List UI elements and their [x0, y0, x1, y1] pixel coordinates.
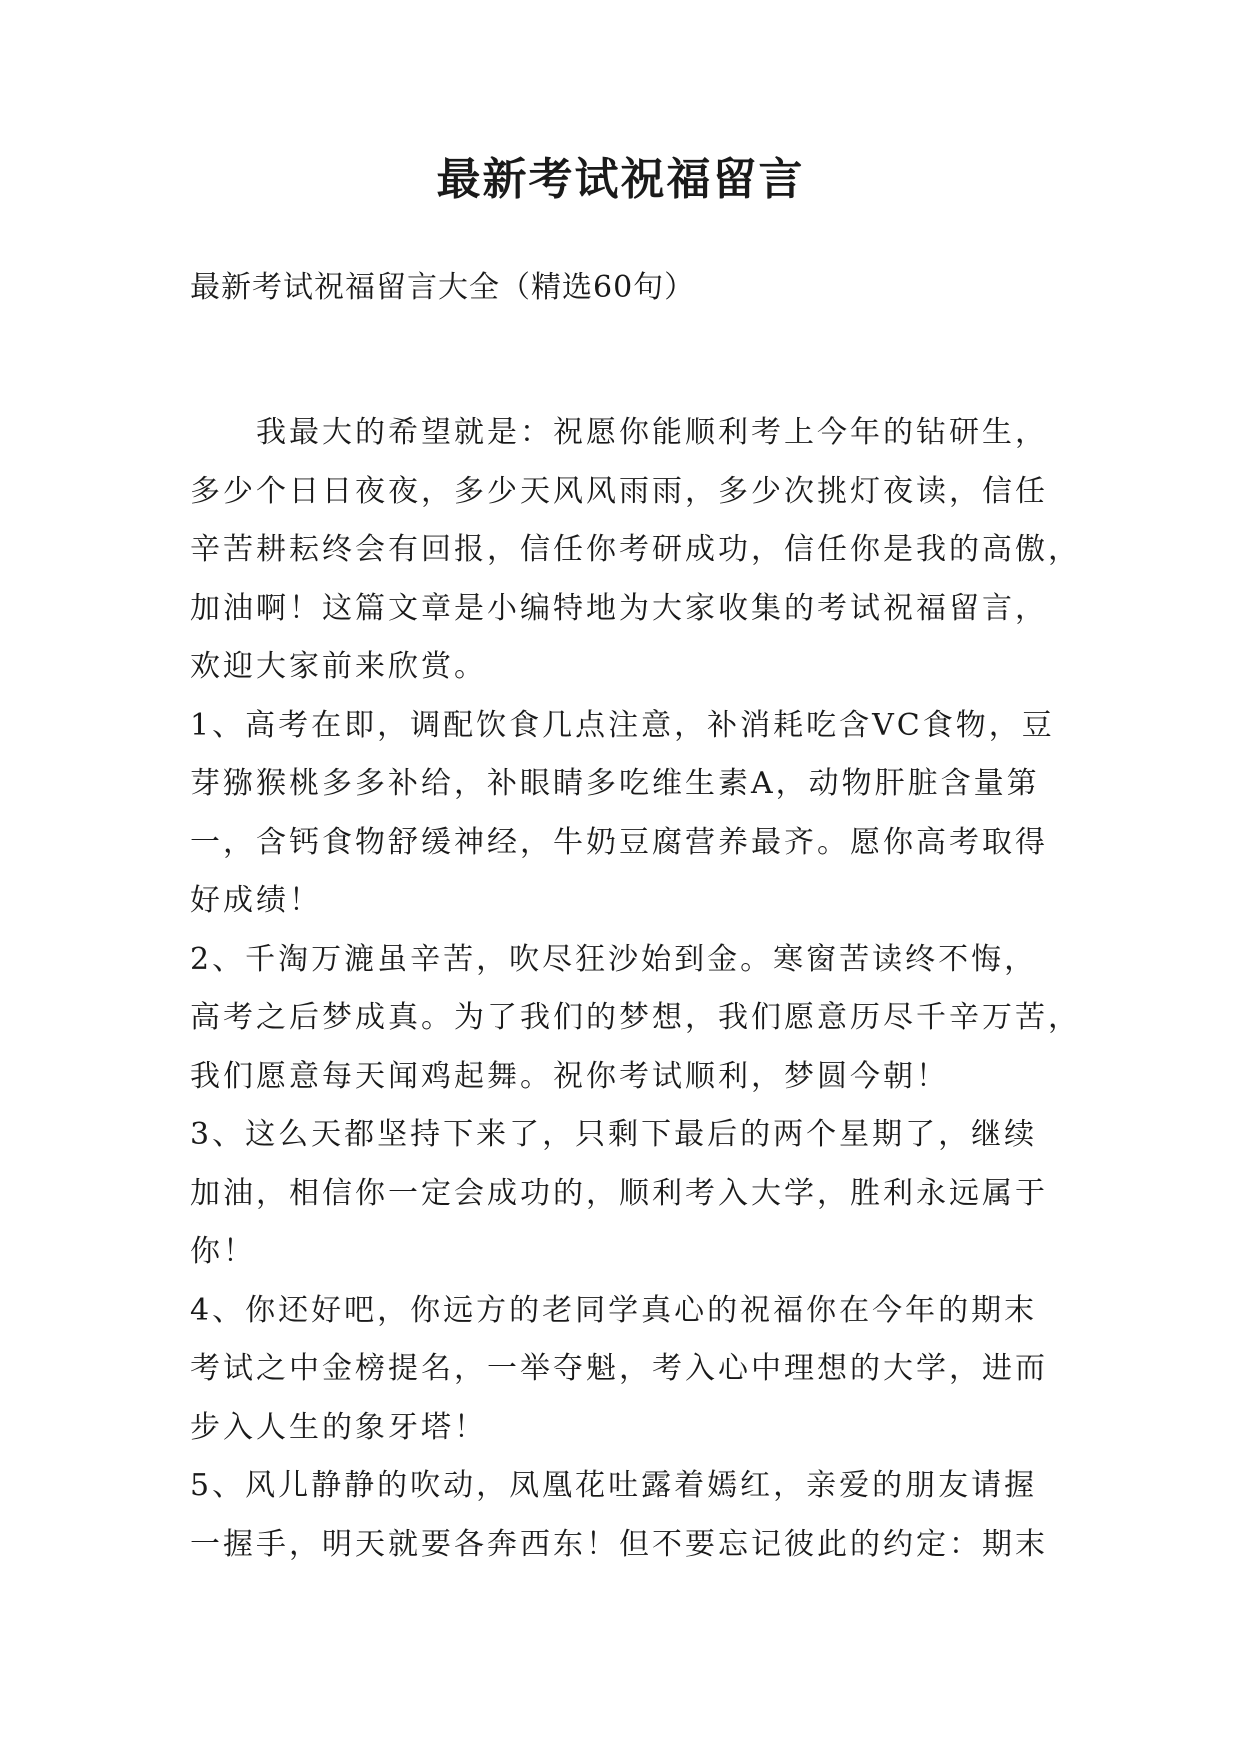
body-line: 5、风儿静静的吹动，凤凰花吐露着嫣红，亲爱的朋友请握	[190, 1468, 1038, 1503]
body-line: 步入人生的象牙塔！	[190, 1409, 487, 1445]
body-line: 欢迎大家前来欣赏。	[190, 649, 487, 684]
body-line: 你！	[190, 1234, 256, 1269]
document-title: 最新考试祝福留言	[436, 154, 805, 205]
body-line: 高考之后梦成真。为了我们的梦想，我们愿意历尽千辛万苦，	[190, 1000, 1081, 1035]
document-subtitle: 最新考试祝福留言大全（精选60句）	[190, 270, 696, 305]
body-line: 多少个日日夜夜，多少天风风雨雨，多少次挑灯夜读，信任	[190, 473, 1048, 509]
body-line: 1、高考在即，调配饮食几点注意，补消耗吃含VC食物，豆	[190, 707, 1055, 743]
body-line: 加油，相信你一定会成功的，顺利考入大学，胜利永远属于	[190, 1175, 1048, 1211]
body-line: 我们愿意每天闻鸡起舞。祝你考试顺利，梦圆今朝！	[190, 1058, 949, 1094]
body-line: 辛苦耕耘终会有回报，信任你考研成功，信任你是我的高傲，	[190, 532, 1081, 567]
body-line: 一握手，明天就要各奔西东！但不要忘记彼此的约定：期末	[190, 1526, 1048, 1562]
body-line: 好成绩！	[190, 883, 322, 918]
body-line: 考试之中金榜提名，一举夺魁，考入心中理想的大学，进而	[190, 1351, 1048, 1386]
body-line: 一，含钙食物舒缓神经，牛奶豆腐营养最齐。愿你高考取得	[190, 824, 1048, 860]
body-line: 芽猕猴桃多多补给，补眼睛多吃维生素A，动物肝脏含量第	[190, 766, 1040, 801]
body-line: 加油啊！这篇文章是小编特地为大家收集的考试祝福留言，	[190, 590, 1048, 626]
body-line: 2、千淘万漉虽辛苦，吹尽狂沙始到金。寒窗苦读终不悔，	[190, 941, 1038, 977]
body-line: 4、你还好吧，你远方的老同学真心的祝福你在今年的期末	[190, 1292, 1038, 1328]
body-line: 我最大的希望就是：祝愿你能顺利考上今年的钻研生，	[256, 415, 1048, 450]
body-line: 3、这么天都坚持下来了，只剩下最后的两个星期了，继续	[190, 1117, 1038, 1152]
document-body	[190, 404, 1081, 1574]
